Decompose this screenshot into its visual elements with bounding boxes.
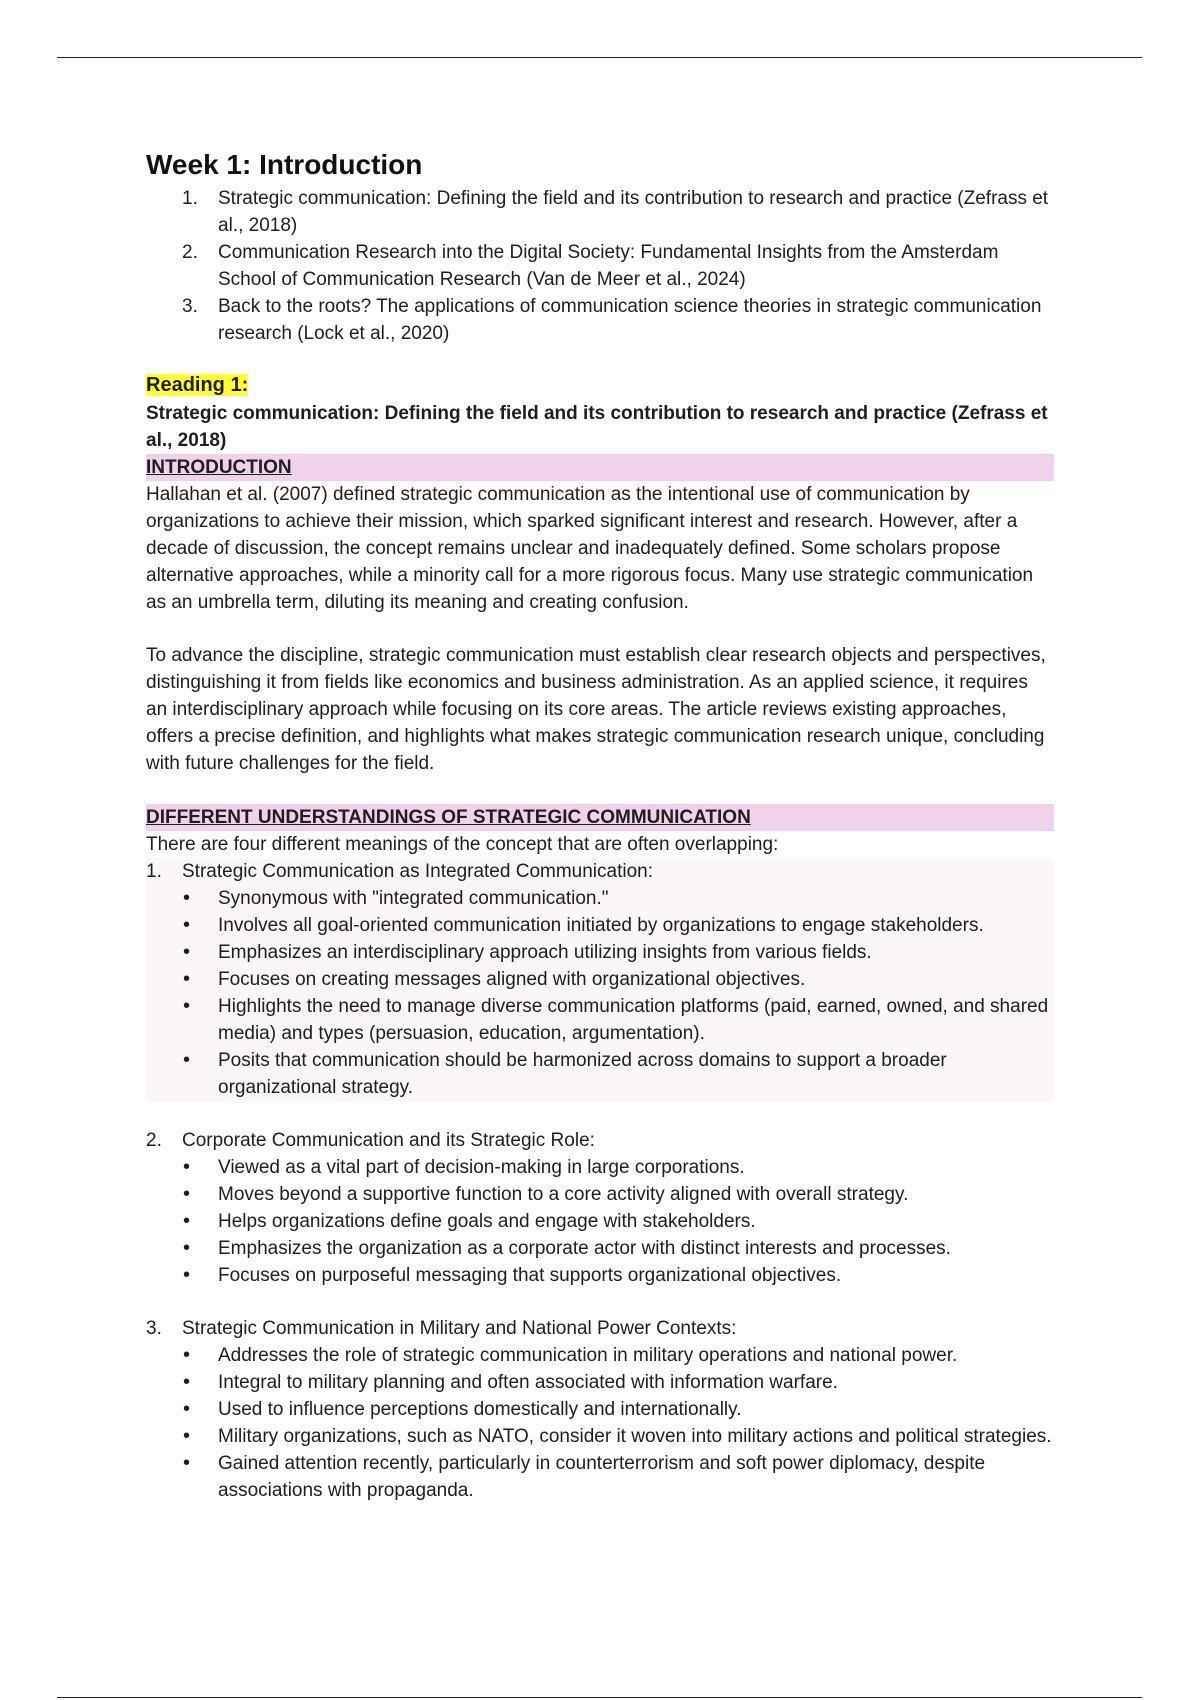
bullet-item: • Helps organizations define goals and engage with stakeholders. [146,1208,1054,1235]
intro-paragraph-2: To advance the discipline, strategic communication must establish clear research objects and perspectives, distinguishing it from fields like economics and business administration. As an applied science, it requires an interdisciplinary approach while focusing on its core areas. The article reviews existing approaches, offers a precise definition, and highlights what makes strategic communication research unique, concluding with future challenges for the field. [146,645,1046,774]
reading-text: Strategic communication: Defining the field and its contribution to research and practice (Zefrass et al., 2018) [218,188,1049,236]
meaning-item [146,858,1054,1101]
week-title: Week 1: Introduction [146,149,423,180]
bullet-item: • Involves all goal-oriented communication initiated by organizations to engage stakeholders. [146,912,1054,939]
reading-number: 2. [182,242,198,263]
reading-number: 1. [182,188,198,209]
meaning-bullets [182,885,1054,1101]
understandings-intro: There are four different meanings of the concept that are often overlapping: [146,834,779,855]
document-body [146,147,1054,1504]
bullet-item: • Viewed as a vital part of decision-making in large corporations. [146,1154,1054,1181]
meaning-bullets [182,1154,1054,1289]
bullet-item: • Emphasizes an interdisciplinary approach utilizing insights from various fields. [146,939,1054,966]
meaning-item [146,1127,1054,1289]
reading-list-item [146,293,1054,347]
footer-rule [57,1697,1142,1698]
meaning-item [146,1315,1054,1504]
header-rule [57,57,1142,58]
meaning-number: 2. [146,1130,162,1151]
reading-label: Reading 1: [146,374,249,396]
bullet-item: • Synonymous with "integrated communication." [146,885,1054,912]
bullet-item: • Highlights the need to manage diverse communication platforms (paid, earned, owned, and shared media) and types (persuasion, education, argumentation). [146,993,1054,1047]
bullet-item: • Emphasizes the organization as a corporate actor with distinct interests and processes. [146,1235,1054,1262]
bullet-item: • Used to influence perceptions domestically and internationally. [146,1396,1054,1423]
reading-text: Back to the roots? The applications of communication science theories in strategic communication research (Lock et al., 2020) [218,296,1042,344]
bullet-item: • Focuses on creating messages aligned with organizational objectives. [146,966,1054,993]
bullet-item: • Integral to military planning and often associated with information warfare. [146,1369,1054,1396]
spacer [146,1289,1054,1315]
reading-list [146,185,1054,347]
spacer [146,1101,1054,1127]
meaning-number: 3. [146,1318,162,1339]
meaning-title: Strategic Communication as Integrated Communication: [182,861,654,882]
section-heading-introduction: INTRODUCTION [146,454,1054,481]
reading-number: 3. [182,296,198,317]
meanings-list [146,858,1054,1504]
reading-list-item [146,239,1054,293]
bullet-item: • Addresses the role of strategic communication in military operations and national power. [146,1342,1054,1369]
meaning-title: Corporate Communication and its Strategic Role: [182,1130,595,1151]
reading-text: Communication Research into the Digital Society: Fundamental Insights from the Amsterdam School of Communication Research (Van de Meer et al., 2024) [218,242,999,290]
bullet-item: • Gained attention recently, particularly in counterterrorism and soft power diplomacy, despite associations with propaganda. [146,1450,1054,1504]
reading-label-row [146,371,1054,400]
meaning-bullets [182,1342,1054,1504]
bullet-item: • Military organizations, such as NATO, consider it woven into military actions and political strategies. [146,1423,1054,1450]
reading-list-item [146,185,1054,239]
bullet-item: • Posits that communication should be harmonized across domains to support a broader organizational strategy. [146,1047,1054,1101]
reading-title: Strategic communication: Defining the field and its contribution to research and practice (Zefrass et al., 2018) [146,403,1048,451]
intro-paragraph-1: Hallahan et al. (2007) defined strategic communication as the intentional use of communication by organizations to achieve their mission, which sparked significant interest and research. However, after a decade of discussion, the concept remains unclear and inadequately defined. Some scholars propose alternative approaches, while a minority call for a more rigorous focus. Many use strategic communication as an umbrella term, diluting its meaning and creating confusion. [146,484,1034,613]
section-heading-understandings: DIFFERENT UNDERSTANDINGS OF STRATEGIC COMMUNICATION [146,804,1054,831]
meaning-number: 1. [146,861,162,882]
meaning-title: Strategic Communication in Military and National Power Contexts: [182,1318,737,1339]
bullet-item: • Moves beyond a supportive function to a core activity aligned with overall strategy. [146,1181,1054,1208]
bullet-item: • Focuses on purposeful messaging that supports organizational objectives. [146,1262,1054,1289]
